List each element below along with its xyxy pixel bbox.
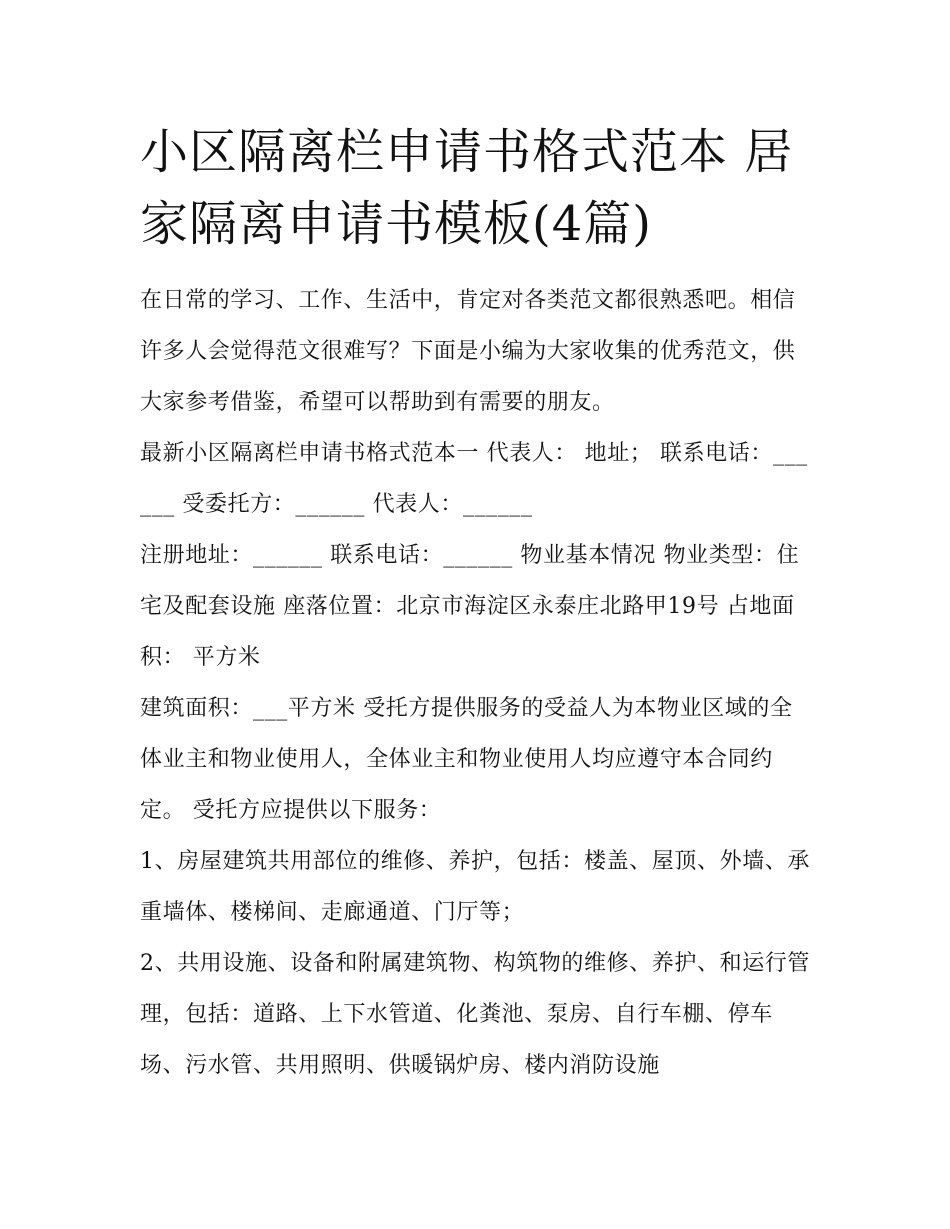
paragraph-building-area: 建筑面积：___平方米 受托方提供服务的受益人为本物业区域的全体业主和物业使用人，全体业主和物业使用人均应遵守本合同约定。 受托方应提供以下服务： — [140, 696, 793, 823]
paragraph-parties: 最新小区隔离栏申请书格式范本一 代表人： 地址； 联系电话：______ 受委托方：______ 代表人：______ — [140, 441, 808, 517]
document-body — [140, 275, 812, 1091]
paragraph-intro: 在日常的学习、工作、生活中，肯定对各类范文都很熟悉吧。相信许多人会觉得范文很难写？下面是小编为大家收集的优秀范文，供大家参考借鉴，希望可以帮助到有需要的朋友。 — [140, 288, 796, 415]
paragraph-property-info: 注册地址：______ 联系电话：______ 物业基本情况 物业类型：住宅及配套设施 座落位置：北京市海淀区永泰庄北路甲19号 占地面积： 平方米 — [140, 543, 800, 670]
paragraph-service-1: 1、房屋建筑共用部位的维修、养护，包括：楼盖、屋顶、外墙、承重墙体、楼梯间、走廊通道、门厅等； — [140, 849, 810, 925]
paragraph-service-2: 2、共用设施、设备和附属建筑物、构筑物的维修、养护、和运行管理，包括：道路、上下水管道、化粪池、泵房、自行车棚、停车场、污水管、共用照明、供暖锅炉房、楼内消防设施 — [140, 951, 810, 1078]
document-title: 小区隔离栏申请书格式范本 居家隔离申请书模板(4篇) — [140, 124, 794, 252]
